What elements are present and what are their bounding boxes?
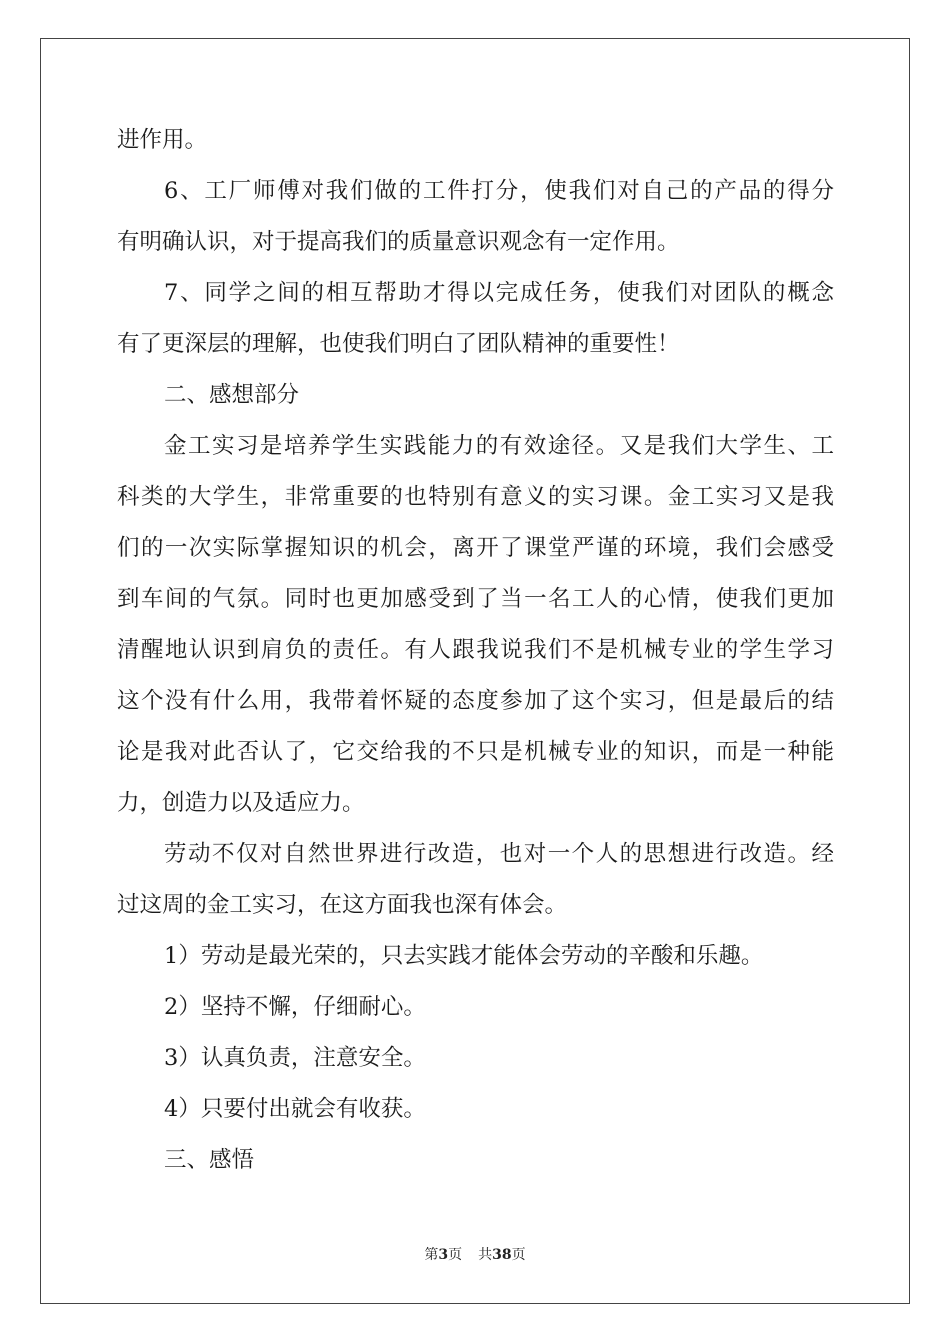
paragraph-line: 金工实习是培养学生实践能力的有效途径。又是我们大学生、工	[164, 433, 834, 459]
list-item: 2）坚持不懈，仔细耐心。	[164, 994, 426, 1020]
paragraph-line: 力，创造力以及适应力。	[117, 790, 365, 816]
page-number: 3	[438, 1247, 449, 1263]
paragraph-line: 论是我对此否认了，它交给我的不只是机械专业的知识，而是一种能	[117, 739, 834, 765]
list-item: 1）劳动是最光荣的，只去实践才能体会劳动的辛酸和乐趣。	[164, 943, 764, 969]
paragraph-line: 6、工厂师傅对我们做的工件打分，使我们对自己的产品的得分	[164, 178, 834, 204]
section-heading: 二、感想部分	[164, 382, 300, 408]
list-item: 4）只要付出就会有收获。	[164, 1096, 426, 1122]
page-footer	[0, 1245, 950, 1265]
total-pages: 38	[492, 1247, 512, 1263]
paragraph-line: 过这周的金工实习，在这方面我也深有体会。	[117, 892, 568, 918]
paragraph-line: 们的一次实际掌握知识的机会，离开了课堂严谨的环境，我们会感受	[117, 535, 834, 561]
paragraph-line: 有了更深层的理解，也使我们明白了团队精神的重要性！	[117, 331, 680, 357]
paragraph-line: 进作用。	[117, 127, 208, 153]
total-prefix: 共	[478, 1247, 493, 1263]
section-heading: 三、感悟	[164, 1147, 255, 1173]
paragraph-line: 劳动不仅对自然世界进行改造，也对一个人的思想进行改造。经	[164, 841, 834, 867]
paragraph-line: 有明确认识，对于提高我们的质量意识观念有一定作用。	[117, 229, 680, 255]
paragraph-line: 到车间的气氛。同时也更加感受到了当一名工人的心情，使我们更加	[117, 586, 834, 612]
page-prefix: 第	[424, 1247, 439, 1263]
paragraph-line: 这个没有什么用，我带着怀疑的态度参加了这个实习，但是最后的结	[117, 688, 834, 714]
paragraph-line: 科类的大学生，非常重要的也特别有意义的实习课。金工实习又是我	[117, 484, 834, 510]
total-suffix: 页	[511, 1247, 526, 1263]
paragraph-line: 7、同学之间的相互帮助才得以完成任务，使我们对团队的概念	[164, 280, 834, 306]
list-item: 3）认真负责，注意安全。	[164, 1045, 426, 1071]
paragraph-line: 清醒地认识到肩负的责任。有人跟我说我们不是机械专业的学生学习	[117, 637, 834, 663]
page-suffix: 页	[448, 1247, 463, 1263]
